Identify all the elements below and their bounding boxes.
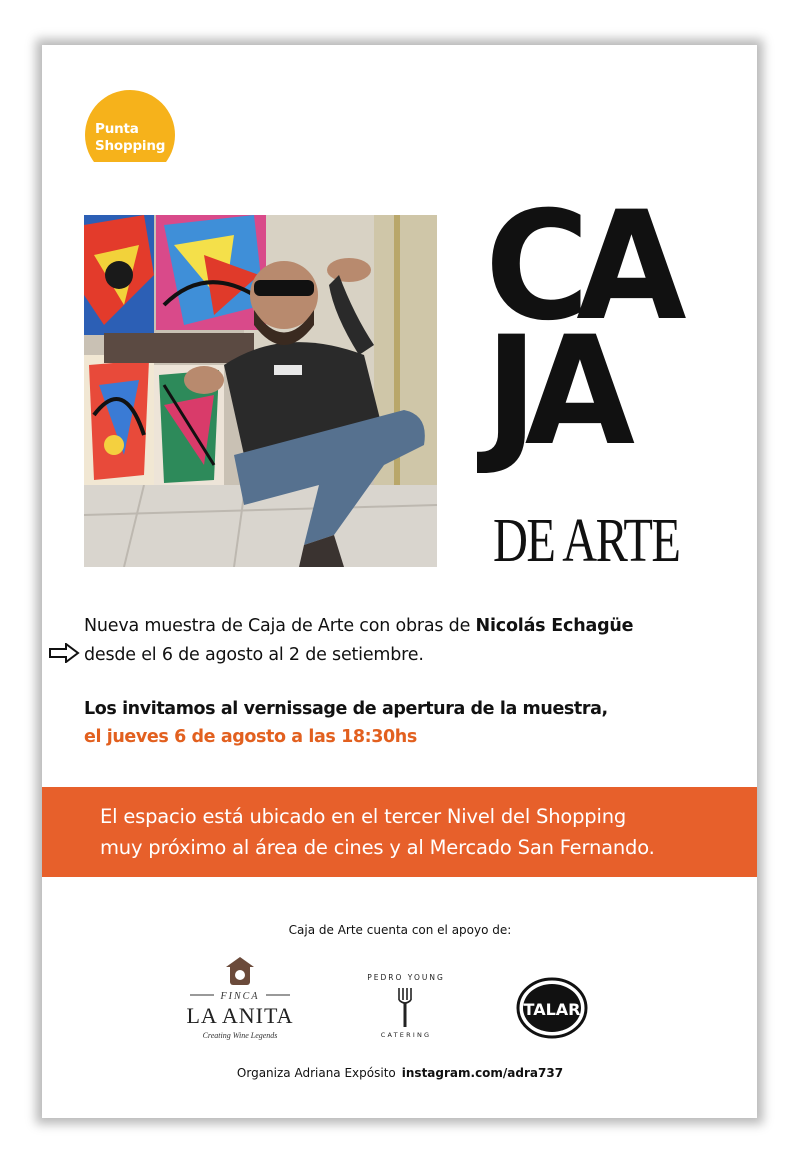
caja-title xyxy=(485,180,689,479)
pedro-young-catering-logo xyxy=(366,966,446,1042)
logo-line-1: Punta xyxy=(95,121,139,137)
intro-line-2: desde el 6 de agosto al 2 de setiembre. xyxy=(84,645,424,665)
organizer-line xyxy=(0,1066,800,1080)
artist-name: Nicolás Echagüe xyxy=(475,616,634,636)
artist-photo xyxy=(84,215,437,567)
invite-text xyxy=(84,695,734,751)
location-text xyxy=(100,801,740,863)
instagram-link[interactable]: instagram.com/adra737 xyxy=(401,1066,564,1080)
intro-text xyxy=(84,612,724,670)
invite-line-1: Los invitamos al vernissage de apertura de la muestra, xyxy=(84,699,608,719)
location-line-1: El espacio está ubicado en el tercer Nivel del Shopping xyxy=(100,805,627,828)
caja-title-line-2: JA xyxy=(485,305,622,479)
finca-la-anita-logo xyxy=(172,955,307,1045)
talar-text: TALAR xyxy=(523,1000,581,1019)
intro-part-1: Nueva muestra de Caja de Arte con obras de xyxy=(84,616,476,636)
caja-title-line-1: CA xyxy=(485,180,674,354)
support-label: Caja de Arte cuenta con el apoyo de: xyxy=(288,923,512,937)
anita-main-text: LA ANITA xyxy=(186,1003,294,1028)
logo-line-2: Shopping xyxy=(95,138,166,154)
logo-text xyxy=(95,121,165,155)
anita-tagline-text: Creating Wine Legends xyxy=(202,1031,278,1040)
location-line-2: muy próximo al área de cines y al Mercado San Fernando. xyxy=(100,836,655,859)
pedro-young-text: PEDRO YOUNG xyxy=(367,973,445,982)
caja-subtitle: DE ARTE xyxy=(493,507,680,575)
anita-finca-text: FINCA xyxy=(220,991,260,1002)
catering-text: CATERING xyxy=(380,1031,432,1039)
invite-line-2: el jueves 6 de agosto a las 18:30hs xyxy=(84,727,417,747)
talar-logo xyxy=(516,977,588,1039)
arrow-right-icon xyxy=(48,643,80,663)
organizer-text: Organiza Adriana Expósito xyxy=(236,1066,396,1080)
